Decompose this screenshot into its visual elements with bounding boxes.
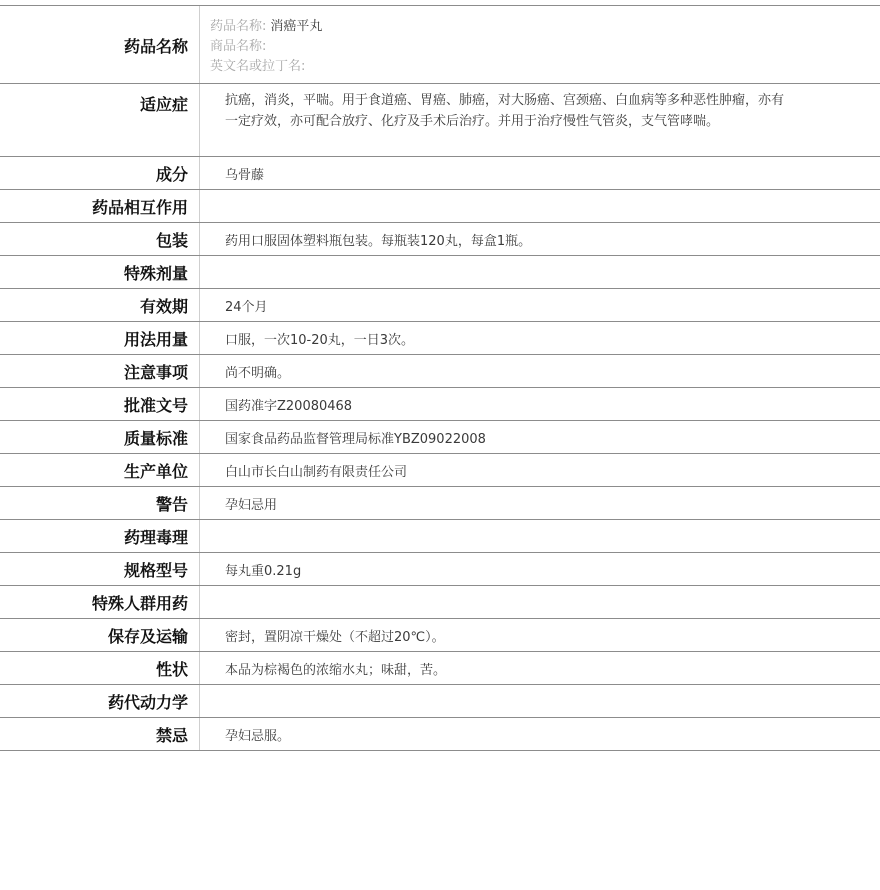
- info-row: [0, 520, 880, 553]
- trade-name-line: [210, 37, 266, 57]
- row-label: 包装: [0, 223, 200, 255]
- info-row: [0, 454, 880, 487]
- trade-name-key: 商品名称:: [210, 39, 267, 54]
- row-label: 药品相互作用: [0, 190, 200, 222]
- row-value: 口服，一次10-20丸，一日3次。: [225, 332, 415, 348]
- row-label: 批准文号: [0, 388, 200, 420]
- row-label: 成分: [0, 157, 200, 189]
- drug-name-key: 药品名称:: [210, 19, 267, 34]
- indications-row: [0, 84, 880, 157]
- row-value: [200, 586, 880, 618]
- row-label: 禁忌: [0, 718, 200, 750]
- info-rows: [0, 157, 880, 751]
- info-row: [0, 388, 880, 421]
- row-value: 白山市长白山制药有限责任公司: [225, 464, 408, 480]
- row-label: 药品名称: [0, 6, 200, 83]
- info-row: [0, 322, 880, 355]
- latin-name-key: 英文名或拉丁名:: [210, 59, 306, 74]
- row-label: 注意事项: [0, 355, 200, 387]
- row-value: 24个月: [225, 299, 268, 315]
- row-value: [200, 520, 880, 552]
- row-label: 适应症: [0, 84, 200, 156]
- row-value: [200, 685, 880, 717]
- row-value: 每丸重0.21g: [225, 563, 302, 579]
- row-value: 密封，置阴凉干燥处（不超过20℃）。: [225, 629, 445, 645]
- drug-name-line: [210, 17, 322, 37]
- drug-name-row: [0, 6, 880, 84]
- drug-name-block: [200, 6, 880, 83]
- row-label: 警告: [0, 487, 200, 519]
- row-label: 用法用量: [0, 322, 200, 354]
- row-value: [200, 190, 880, 222]
- row-label: 药代动力学: [0, 685, 200, 717]
- row-value: 药用口服固体塑料瓶包装。每瓶装120丸，每盒1瓶。: [225, 233, 532, 249]
- row-label: 特殊剂量: [0, 256, 200, 288]
- info-row: [0, 355, 880, 388]
- row-label: 有效期: [0, 289, 200, 321]
- drug-name-value: 消癌平丸: [270, 19, 323, 34]
- row-label: 生产单位: [0, 454, 200, 486]
- drug-info-table: [0, 5, 880, 751]
- info-row: [0, 487, 880, 520]
- row-label: 性状: [0, 652, 200, 684]
- info-row: [0, 586, 880, 619]
- info-row: [0, 553, 880, 586]
- row-value: 孕妇忌服。: [225, 728, 291, 744]
- row-label: 药理毒理: [0, 520, 200, 552]
- info-row: [0, 157, 880, 190]
- row-label: 特殊人群用药: [0, 586, 200, 618]
- info-row: [0, 256, 880, 289]
- row-value: 本品为棕褐色的浓缩水丸；味甜，苦。: [225, 662, 447, 678]
- row-label: 质量标准: [0, 421, 200, 453]
- info-row: [0, 718, 880, 751]
- info-row: [0, 685, 880, 718]
- info-row: [0, 619, 880, 652]
- row-value: [200, 256, 880, 288]
- row-label: 规格型号: [0, 553, 200, 585]
- latin-name-line: [210, 57, 305, 77]
- row-value: 乌骨藤: [225, 167, 265, 183]
- info-row: [0, 421, 880, 454]
- info-row: [0, 190, 880, 223]
- info-row: [0, 223, 880, 256]
- info-row: [0, 652, 880, 685]
- row-value: 孕妇忌用: [225, 497, 278, 513]
- row-label: 保存及运输: [0, 619, 200, 651]
- row-value: 抗癌，消炎，平喘。用于食道癌、胃癌、肺癌，对大肠癌、宫颈癌、白血病等多种恶性肿瘤，亦有一定疗效，亦可配合放疗、化疗及手术后治疗。并用于治疗慢性气管炎，支气管哮喘。: [225, 93, 785, 129]
- row-value: 尚不明确。: [225, 365, 291, 381]
- row-value: 国家食品药品监督管理局标准YBZ09022008: [225, 431, 486, 447]
- row-value: 国药准字Z20080468: [225, 398, 353, 414]
- info-row: [0, 289, 880, 322]
